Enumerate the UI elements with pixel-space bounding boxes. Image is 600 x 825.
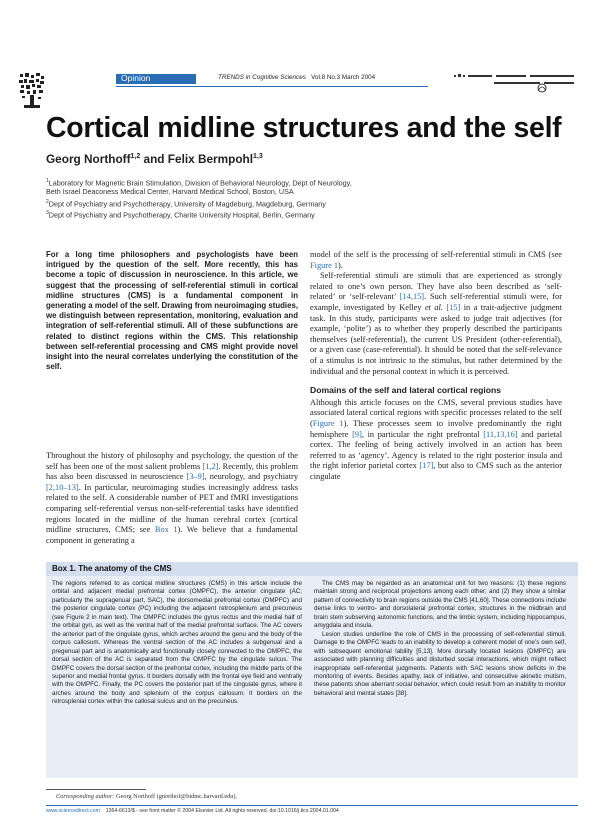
citation-link[interactable]: [3–9] — [186, 472, 205, 482]
affiliation-1-cont — [46, 187, 294, 197]
citation-link[interactable]: [14,15] — [399, 292, 425, 302]
abstract: For a long time philosophers and psychologists have been intrigued by the question of the self. More recently, this has become a topic of discussion in neuroscience. In this article, we suggest that the processing of self-referential stimuli in cortical midline structures (CMS) is a fundamental component in generating a model of the self. Drawing from neuroimaging studies, we distinguish between representation, monitoring, evaluation and integration of self-referential stimuli. All of these subfunctions are related to distinct regions within the CMS. This relationship between self-referential processing and CMS might provide novel insight into the neural correlates underlying the constitution of the self. — [46, 250, 298, 372]
affiliation-text: Laboratory for Magnetic Brain Stimulation, Division of Behavioral Neurology, Dept of Neurology, — [48, 178, 352, 188]
journal-citation — [218, 74, 375, 81]
affiliation-text: Dept of Psychiatry and Psychotherapy, University of Magdeburg, Magdeburg, Germany — [48, 199, 326, 209]
corresponding-label: Corresponding author: — [56, 793, 115, 800]
volume-info: Vol.8 No.3 March 2004 — [311, 74, 376, 81]
section-heading: Domains of the self and lateral cortical regions — [310, 385, 502, 396]
article-title: Cortical midline structures and the self — [46, 112, 562, 144]
journal-name: TRENDS in Cognitive Sciences — [218, 74, 306, 81]
header-rule — [116, 86, 428, 87]
author-affiliation-marker: 1,3 — [253, 153, 263, 161]
affiliation-2 — [46, 198, 326, 209]
footer — [46, 808, 339, 814]
affiliation-marker: 2 — [46, 199, 49, 205]
citation-link[interactable]: [1,2] — [202, 461, 219, 471]
affiliation-text: Beth Israel Deaconess Medical Center, Harvard Medical School, Boston, USA — [46, 187, 294, 196]
box-link[interactable]: Box 1 — [154, 525, 178, 535]
journal-website-logo — [454, 73, 576, 93]
author-affiliation-marker: 1,2 — [130, 153, 141, 161]
box-paragraph: The CMS may be regarded as an anatomical unit for two reasons: (1) these regions maintain strong and reciprocal projections among each other; and (2) they show a similar pattern of connectivity to brain regions outside the CMS [41,60]. These connections include dense links to ventro- and dorsolateral prefrontal cortex, structures in the midbrain and brain stem subserving autonomic functions, and the limbic system, including hippocampus, amygdala and insula. — [314, 580, 566, 630]
figure-link[interactable]: Figure 1 — [312, 418, 344, 428]
affiliation-marker: 1 — [46, 178, 49, 184]
right-column — [310, 250, 562, 482]
footer-rule — [46, 805, 578, 806]
footnote-rule — [46, 789, 146, 790]
author-name: Georg Northoff — [46, 152, 131, 166]
section-label: Opinion — [121, 73, 151, 83]
box-1-right-text — [314, 580, 566, 698]
elsevier-tree-logo — [18, 72, 46, 110]
corresponding-text: Georg Northoff (gnorthof@bidmc.harvard.edu). — [114, 793, 238, 800]
citation-link[interactable]: [11,13,16] — [483, 429, 518, 439]
author-list — [46, 152, 263, 166]
box-1-title: Box 1. The anatomy of the CMS — [52, 564, 172, 573]
box-1-left-text: The regions referred to as cortical midline structures (CMS) in this article include the orbital and adjacent medial prefrontal cortex (OMPFC), the anterior cingulate (AC; particularly the supragenual part, SAC), the dorsomedial prefrontal cortex (DMPFC) and the posterior cingulate cortex (PC) including the adjacent retrosplenium and precuneus (see Figure 2 in main text). The OMPFC includes the gyrus rectus and the medial half of the orbital gyri, as well as the ventral half of the medial prefrontal surface. The AC covers the anterior part of the cingulate gyrus, which arches around the genu and the body of the corpus callosum. Whereas the ventral section of the AC includes a subgenual and a pregenual part and is anatomically and functionally closely connected to the OMPFC, the dorsal section of the AC is separated from the OMPFC by the cingulate sulcus. The DMPFC covers the dorsal section of the prefrontal cortex, including the middle parts of the superior and medial frontal gyrus. It borders dorsally with the frontal eye field and ventrally with the OMPFC. Finally, the PC covers the posterior part of the cingulate gyrus, where it arches around the body and splenium of the corpus callosum. It borders on the retrosplenial cortex within the callosal sulcus and on the precuneus. — [52, 580, 302, 706]
paragraph: Self-referential stimuli are stimuli that are experienced as strongly related to one’s own person. They have also been described as ‘self-related’ or ‘self-relevant’ [14,15]. Such self-referential stimuli were, for example, investigated by Kelley et al. [15] in a trait-adjective judgment task. In this study, participants were asked to judge trait adjectives (for example, ‘polite’) as to whether they properly described the participants themselves (self-referential), the current US President (other-referential), or a given case (case-referential). It should be noted that the self-relevance of a stimulus is not intrinsic to the stimulus, but rather determined by the individual and the personal context in which it is perceived. — [310, 271, 563, 376]
figure-link[interactable]: Figure 1 — [310, 260, 339, 270]
citation-link[interactable]: [17] — [419, 461, 434, 471]
paragraph: Throughout the history of philosophy and psychology, the question of the self has been one of the most salient problems [1,2]. Recently, this problem has also been discussed in neuroscience [3–9], neurology, and psychiatry [2,10–13]. In particular, neuroimaging studies increasingly address tasks related to the self. A considerable number of PET and fMRI investigations comparing self-referential versus non-self-referential tasks have identified regions located in the midline of the human cerebral cortex (cortical midline structures, CMS; see Box 1). We believe that a fundamental component in generating a — [46, 451, 299, 545]
affiliation-text: Dept of Psychiatry and Psychotherapy, Charite University Hospital, Berlin, Germany — [48, 210, 315, 220]
footer-copyright: 1364-6613/$ - see front matter © 2004 Elsevier Ltd. All rights reserved. doi:10.1016/j.tics.2004.01.004 — [105, 808, 339, 814]
citation-link[interactable]: [9] — [352, 429, 362, 439]
author-name: Felix Bermpohl — [167, 152, 254, 166]
corresponding-author — [56, 793, 237, 800]
paragraph: Although this article focuses on the CMS, several previous studies have associated lateral cortical regions with specific processes related to the self (Figure 1). These processes seem to involve predominantly the right hemisphere [9], in particular the right prefrontal [11,13,16] and parietal cortex. The feeling of being actively involved in an action has been referred to as ‘agency’. Agency is related to the right posterior insula and the right inferior parietal cortex [17], but also to CMS such as the anterior cingulate — [310, 397, 563, 481]
affiliation-marker: 3 — [46, 210, 49, 216]
citation-link[interactable]: [2,10–13] — [46, 482, 79, 492]
affiliation-3 — [46, 209, 315, 220]
citation-link[interactable]: [15] — [446, 302, 461, 312]
author-separator: and — [140, 152, 168, 166]
footer-url[interactable]: www.sciencedirect.com — [46, 808, 100, 814]
introduction-body — [46, 451, 298, 546]
paragraph: model of the self is the processing of self-referential stimuli in CMS (see Figure 1). — [310, 250, 562, 270]
box-paragraph: Lesion studies underline the role of CMS in the processing of self-referential stimuli. Damage to the OMPFC leads to an inability to develop a coherent model of one’s own self, with subsequent emotional lability [5,13]. More dorsally located lesions (DMPFC) are associated with planning difficulties and disturbed social interactions, which might reflect inappropriate self-referential judgments. Patients with SAC lesions show deficits in the monitoring of events. Besides apathy, lack of initiative, and consecutive akinetic mutism, these patients show aberrant social behavior, which could result from an inability to monitor behavioral and mental states [38]. — [314, 630, 566, 697]
